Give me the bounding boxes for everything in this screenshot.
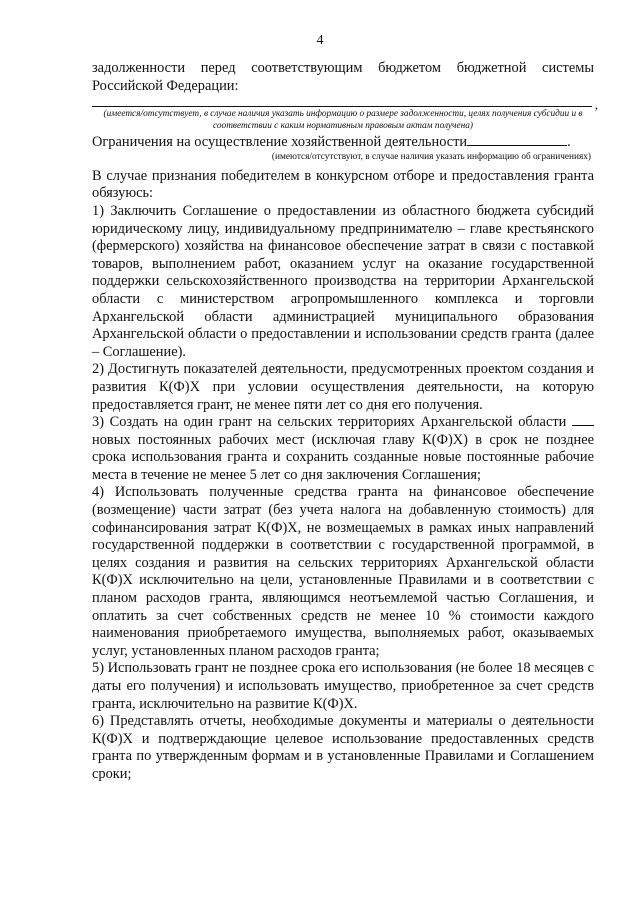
obligation-item-3-part-a: 3) Создать на один грант на сельских территориях Архангельской области <box>92 414 567 431</box>
obligation-item-3-part-b: новых постоянных рабочих мест (исключая главу К(Ф)Х) в срок не позднее срока использования гранта и сохранить созданные новые постоянные рабочие места в течение не менее 5 лет со дня заключения Соглашения; <box>92 431 594 483</box>
restrictions-note: (имеются/отсутствуют, в случае наличия указать информацию об ограничениях) <box>271 151 591 162</box>
restrictions-blank <box>467 133 567 146</box>
debt-note: (имеется/отсутствует, в случае наличия указать информацию о размере задолженности, целях получения субсидии и в соответствии с каким нормативным правовым актам получена) <box>103 109 583 131</box>
jobs-count-blank <box>572 415 594 426</box>
page-number: 4 <box>316 33 324 48</box>
obligation-item-4: 4) Использовать полученные средства гранта на финансовое обеспечение (возмещение) части затрат (без учета налога на добавленную стоимость) для софинансирования затрат К(Ф)Х, не возмещаемых в рамках иных направлений государственной поддержки в соответствии с государственной программой, в целях создания и развития на сельских территориях Архангельской области К(Ф)Х исключительно на цели, установленные Правилами и в соответствии с планом расходов гранта, являющимся неотъемлемой частью Соглашения, и оплатить за счет собственных средств не менее 10 % стоимости каждого наименования приобретаемого имущества, выполняемых работ, оказываемых услуг, установленных планом расходов гранта; <box>92 484 594 659</box>
obligation-item-2: 2) Достигнуть показателей деятельности, предусмотренных проектом создания и развития К(Ф)Х при условии осуществления деятельности, на которую предоставляется грант, не менее пяти лет со дня его получения. <box>92 361 594 413</box>
intro-paragraph: задолженности перед соответствующим бюджетом бюджетной системы Российской Федерации: <box>92 60 594 94</box>
obligation-item-3 <box>92 414 594 484</box>
restrictions-label: Ограничения на осуществление хозяйственной деятельности <box>92 134 468 151</box>
obligations-intro: В случае признания победителем в конкурсном отборе и предоставления гранта обязуюсь: <box>92 167 594 202</box>
document-body <box>92 60 594 784</box>
obligation-item-1: 1) Заключить Соглашение о предоставлении из областного бюджета субсидий юридическому лицу, индивидуальному предпринимателю – главе крестьянского (фермерского) хозяйства на финансовое обеспечение затрат в связи с поставкой товаров, выполнением работ, оказанием услуг на оказание государственной поддержки сельскохозяйственного производства на территории Архангельской области с министерством агропромышленного комплекса и торговли Архангельской области администрацией муниципального образования Архангельской области о предоставлении и использовании средств гранта (далее – Соглашение). <box>92 202 594 360</box>
restrictions-row: Ограничения на осуществление хозяйственной деятельности . <box>92 134 571 151</box>
debt-blank-line <box>92 104 592 107</box>
obligation-item-5: 5) Использовать грант не позднее срока его использования (не более 18 месяцев с даты его получения) и использовать имущество, приобретенное за счет средств гранта, исключительно на развитие К(Ф)Х. <box>92 660 594 712</box>
obligation-item-6: 6) Представлять отчеты, необходимые документы и материалы о деятельности К(Ф)Х и подтверждающие целевое использование предоставленных средств гранта по утвержденным формам и в установленные Правилами и Соглашением сроки; <box>92 713 594 782</box>
